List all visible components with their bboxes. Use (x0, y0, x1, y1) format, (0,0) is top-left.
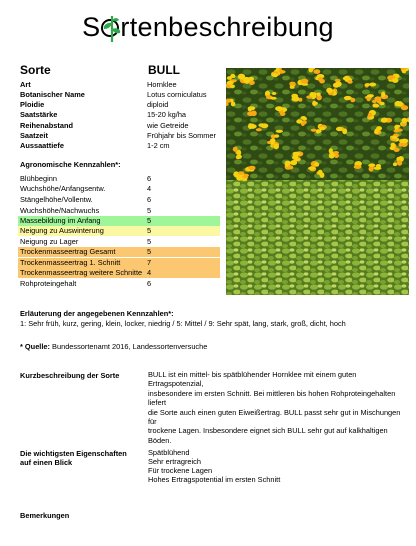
flower-petal (274, 134, 279, 137)
flower-petal (290, 160, 297, 165)
flower-petal (354, 165, 362, 169)
flower-petal (326, 88, 333, 93)
agronomic-label: Trockenmasseertrag 1. Schnitt (20, 258, 121, 267)
flower-petal (394, 148, 400, 152)
flower-petal (230, 85, 235, 89)
agronomic-value: 7 (147, 258, 152, 267)
property-value: Hornklee (147, 80, 177, 89)
flower-petal (342, 128, 347, 134)
title-rest: rtenbeschreibung (120, 12, 334, 42)
flower-petal (318, 77, 323, 82)
flower-petal (248, 166, 255, 170)
agronomic-value: 5 (147, 247, 152, 256)
property-label: Aussaattiefe (20, 141, 64, 150)
property-value: diploid (147, 100, 169, 109)
agronomic-label: Trockenmasseertrag Gesamt (20, 247, 116, 256)
description-text (148, 370, 410, 445)
flower-petal (249, 106, 255, 109)
flower-petal (316, 93, 320, 97)
flower-petal (367, 97, 371, 101)
flower-petal (367, 94, 374, 97)
property-value: Frühjahr bis Sommer (147, 131, 216, 140)
agronomic-label: Blühbeginn (20, 174, 57, 183)
property-value: wie Getreide (147, 121, 189, 130)
flower-petal (316, 129, 320, 133)
explanation-text: 1: Sehr früh, kurz, gering, klein, locker, niedrig / 5: Mittel / 9: Sehr spät, lang, stark, groß, dicht, hoch (20, 319, 346, 328)
source-label: * Quelle: (20, 342, 50, 351)
agronomic-row (18, 184, 220, 194)
plant-photo-graphic (226, 68, 409, 295)
agronomic-value: 6 (147, 195, 152, 204)
flower-petal (272, 92, 277, 95)
property-label: Ploidie (20, 100, 45, 109)
flower-petal (276, 130, 283, 133)
flower-petal (369, 166, 374, 171)
property-row (20, 141, 220, 151)
agronomic-label: Rohproteingehalt (20, 279, 77, 288)
property-label: Botanischer Name (20, 90, 85, 99)
flower-petal (347, 80, 352, 84)
agronomic-value: 5 (147, 226, 152, 235)
flower-petal (271, 139, 275, 145)
flower-petal (309, 92, 316, 97)
flower-petal (397, 160, 402, 166)
description-line: BULL ist ein mittel- bis spätblühender Hornklee mit einem guten Ertragspotenzial, (148, 370, 357, 389)
flower-petal (248, 77, 254, 81)
flower-petal (227, 81, 234, 85)
flower-petal (314, 162, 319, 167)
property-value: 1-2 cm (147, 141, 170, 150)
property-row (20, 80, 220, 90)
agronomic-value: 6 (147, 279, 152, 288)
agronomic-label: Wuchshöhe/Anfangsentw. (20, 184, 106, 193)
flower-petal (236, 154, 242, 159)
variety-name: BULL (148, 63, 180, 77)
agronomic-value: 4 (147, 268, 152, 277)
agronomic-row (18, 216, 220, 226)
title-prefix: S (82, 12, 101, 42)
agronomic-label: Neigung zu Auswinterung (20, 226, 104, 235)
flower-petal (393, 163, 397, 167)
flower-petal (333, 151, 339, 154)
agronomic-row (18, 247, 220, 257)
flower-petal (394, 101, 401, 107)
flower-petal (369, 83, 376, 87)
flower-petal (270, 97, 277, 100)
property-label: Art (20, 80, 31, 89)
agronomic-value: 6 (147, 174, 152, 183)
property-value: Lotus corniculatus (147, 90, 207, 99)
flower-petal (265, 91, 270, 96)
property-label: Reihenabstand (20, 121, 73, 130)
agronomic-row (18, 206, 220, 216)
property-row (20, 90, 220, 100)
property-label: Saatstärke (20, 110, 58, 119)
flower-petal (344, 96, 352, 100)
flower-petal (238, 171, 245, 175)
flower-petal (308, 167, 315, 170)
flower-petal (374, 167, 382, 170)
flower-petal (311, 129, 317, 132)
agronomic-label: Wuchshöhe/Nachwuchs (20, 206, 100, 215)
flower-petal (227, 76, 232, 80)
property-row (20, 110, 220, 120)
logo-leaf-icon (101, 19, 119, 37)
plant-photo (226, 68, 409, 295)
flower-petal (320, 172, 325, 178)
property-row (20, 131, 220, 141)
key-feature-item: Sehr ertragreich (148, 457, 201, 466)
flower-petal (319, 127, 325, 131)
flower-petal (275, 106, 283, 111)
flower-petal (261, 123, 269, 128)
description-title: Kurzbeschreibung der Sorte (20, 371, 120, 380)
flower-petal (233, 147, 238, 152)
flower-petal (288, 165, 294, 169)
flower-petal (290, 86, 295, 89)
explanation-title: Erläuterung der angegebenen Kennzahlen*: (20, 309, 174, 318)
agronomic-row (18, 237, 220, 247)
flower-petal (401, 139, 408, 144)
key-feature-item: Spätblühend (148, 448, 190, 457)
flower-petal (333, 83, 340, 88)
property-value: 15-20 kg/ha (147, 110, 187, 119)
flower-petal (392, 78, 399, 83)
source-text: Bundessortenamt 2016, Landessortenversuche (52, 342, 208, 351)
flower-petal (402, 118, 408, 124)
key-feature-item: Hohes Ertragspotential im ersten Schnitt (148, 475, 281, 484)
flower-petal (296, 119, 302, 123)
agronomic-row (18, 268, 220, 278)
page-title (0, 12, 416, 43)
flower-petal (393, 129, 399, 132)
description-line: trockene Lagen. Insbesondere eignet sich BULL sehr gut auf kalkhaltigen Böden. (148, 426, 388, 445)
agronomic-row (18, 195, 220, 205)
flower-petal (271, 73, 278, 77)
agronomic-row (18, 258, 220, 268)
agronomic-value: 5 (147, 216, 152, 225)
flower-petal (401, 105, 408, 110)
agronomic-value: 5 (147, 237, 152, 246)
description-line: insbesondere im ersten Schnitt. Bei mittleren bis hohen Rohproteingehalten liefert (148, 388, 396, 408)
flower-petal (312, 101, 316, 106)
property-row (20, 121, 220, 131)
property-label: Saatzeit (20, 131, 48, 140)
flower-petal (372, 100, 376, 103)
flower-petal (291, 94, 298, 99)
flower-petal (381, 118, 388, 123)
agronomic-value: 4 (147, 184, 152, 193)
agronomic-label: Stängelhöhe/Vollentw. (20, 195, 93, 204)
agronomic-row (18, 279, 220, 289)
agronomic-row (18, 226, 220, 236)
flower-petal (249, 124, 257, 129)
flower-petal (368, 113, 373, 117)
flower-petal (289, 82, 295, 86)
flower-petal (372, 103, 378, 107)
agronomic-label: Trockenmasseertrag weitere Schnitte (20, 268, 143, 277)
flower-petal (329, 148, 333, 154)
flower-petal (256, 128, 262, 131)
sorte-label: Sorte (20, 63, 51, 77)
flower-petal (344, 76, 349, 80)
flower-petal (336, 127, 342, 131)
key-features-title: Die wichtigsten Eigenschaften auf einen Blick (20, 449, 127, 468)
description-line: die Sorte auch einen guten Eiweißertrag. BULL passt sehr gut in Mischungen für (148, 407, 401, 427)
flower-petal (301, 79, 309, 84)
flower-petal (301, 116, 307, 120)
flower-petal (392, 136, 398, 139)
flower-petal (376, 126, 382, 130)
flower-petal (395, 125, 400, 128)
agronomic-value: 5 (147, 206, 152, 215)
agronomic-title: Agronomische Kennzahlen*: (20, 160, 121, 169)
flower-petal (273, 144, 279, 149)
agronomic-label: Neigung zu Lager (20, 237, 79, 246)
flower-petal (381, 92, 385, 98)
flower-petal (231, 102, 236, 107)
flower-petal (379, 102, 384, 106)
agronomic-label: Massebildung im Anfang (20, 216, 101, 225)
flower-petal (314, 69, 321, 74)
flower-petal (302, 120, 306, 124)
agronomic-row (18, 174, 220, 184)
flower-petal (285, 162, 289, 167)
flower-petal (292, 152, 300, 156)
remarks-title: Bemerkungen (20, 511, 70, 520)
key-feature-item: Für trockene Lagen (148, 466, 213, 475)
source-line (20, 342, 207, 351)
property-row (20, 100, 220, 110)
flower-petal (247, 111, 254, 116)
